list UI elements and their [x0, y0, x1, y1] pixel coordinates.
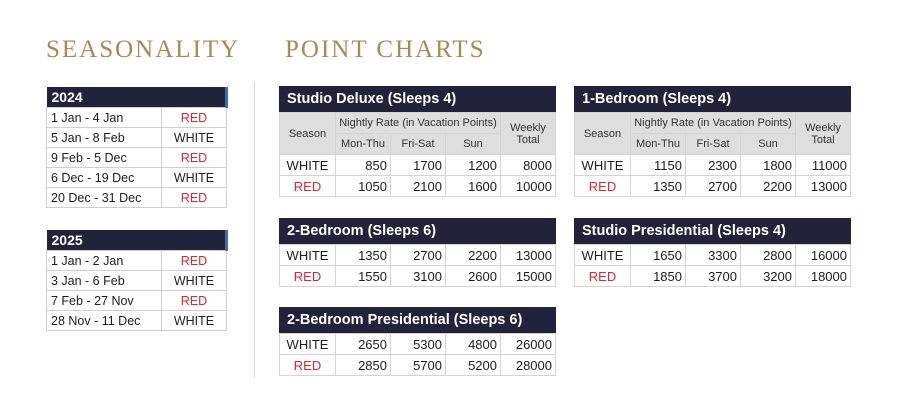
table-row: WHITE 1150 2300 1800 11000 [575, 155, 851, 176]
season-row: 9 Feb - 5 Dec RED [47, 148, 227, 168]
fri-sat-header: Fri-Sat [686, 134, 741, 155]
mon-thu-header: Mon-Thu [336, 134, 391, 155]
seasonality-heading: SEASONALITY [46, 36, 241, 63]
season-row: 7 Feb - 27 Nov RED [47, 291, 227, 311]
mon-thu-header: Mon-Thu [631, 134, 686, 155]
weekly-total-header: Weekly Total [501, 113, 556, 155]
nightly-rate-header: Nightly Rate (in Vacation Points) [336, 113, 501, 134]
season-year-header: 2025 [47, 230, 227, 251]
season-col-header: Season [280, 113, 336, 155]
weekly-total-header: Weekly Total [796, 113, 851, 155]
table-row: WHITE 2650 5300 4800 26000 [280, 334, 556, 355]
chart-1-bedroom [574, 86, 851, 197]
season-row: 1 Jan - 2 Jan RED [47, 251, 227, 271]
point-charts-heading: POINT CHARTS [285, 36, 486, 63]
table-row: WHITE 1350 2700 2200 13000 [280, 245, 556, 266]
season-row: 28 Nov - 11 Dec WHITE [47, 311, 227, 331]
chart-title: Studio Deluxe (Sleeps 4) [279, 86, 556, 112]
chart-title: 2-Bedroom (Sleeps 6) [279, 218, 556, 244]
season-row: 5 Jan - 8 Feb WHITE [47, 128, 227, 148]
fri-sat-header: Fri-Sat [391, 134, 446, 155]
season-row: 1 Jan - 4 Jan RED [47, 108, 227, 128]
points-table [279, 333, 556, 376]
chart-studio-presidential [574, 218, 851, 287]
chart-2-bedroom-presidential [279, 307, 556, 376]
sun-header: Sun [741, 134, 796, 155]
season-row: 20 Dec - 31 Dec RED [47, 188, 227, 208]
season-row: 3 Jan - 6 Feb WHITE [47, 271, 227, 291]
points-table [574, 244, 851, 287]
table-row: WHITE 1650 3300 2800 16000 [575, 245, 851, 266]
season-table-2024 [46, 87, 228, 208]
points-table [279, 112, 556, 197]
section-divider [254, 82, 255, 378]
points-table [574, 112, 851, 197]
season-table-2025 [46, 230, 228, 331]
chart-studio-deluxe [279, 86, 556, 197]
table-row: WHITE 850 1700 1200 8000 [280, 155, 556, 176]
season-row: 6 Dec - 19 Dec WHITE [47, 168, 227, 188]
table-row: RED 1050 2100 1600 10000 [280, 176, 556, 197]
table-row: RED 2850 5700 5200 28000 [280, 355, 556, 376]
nightly-rate-header: Nightly Rate (in Vacation Points) [631, 113, 796, 134]
points-table [279, 244, 556, 287]
chart-title: 1-Bedroom (Sleeps 4) [574, 86, 851, 112]
chart-2-bedroom [279, 218, 556, 287]
season-col-header: Season [575, 113, 631, 155]
sun-header: Sun [446, 134, 501, 155]
table-row: RED 1550 3100 2600 15000 [280, 266, 556, 287]
chart-title: 2-Bedroom Presidential (Sleeps 6) [279, 307, 556, 333]
season-year-header: 2024 [47, 87, 227, 108]
chart-title: Studio Presidential (Sleeps 4) [574, 218, 851, 244]
table-row: RED 1850 3700 3200 18000 [575, 266, 851, 287]
table-row: RED 1350 2700 2200 13000 [575, 176, 851, 197]
